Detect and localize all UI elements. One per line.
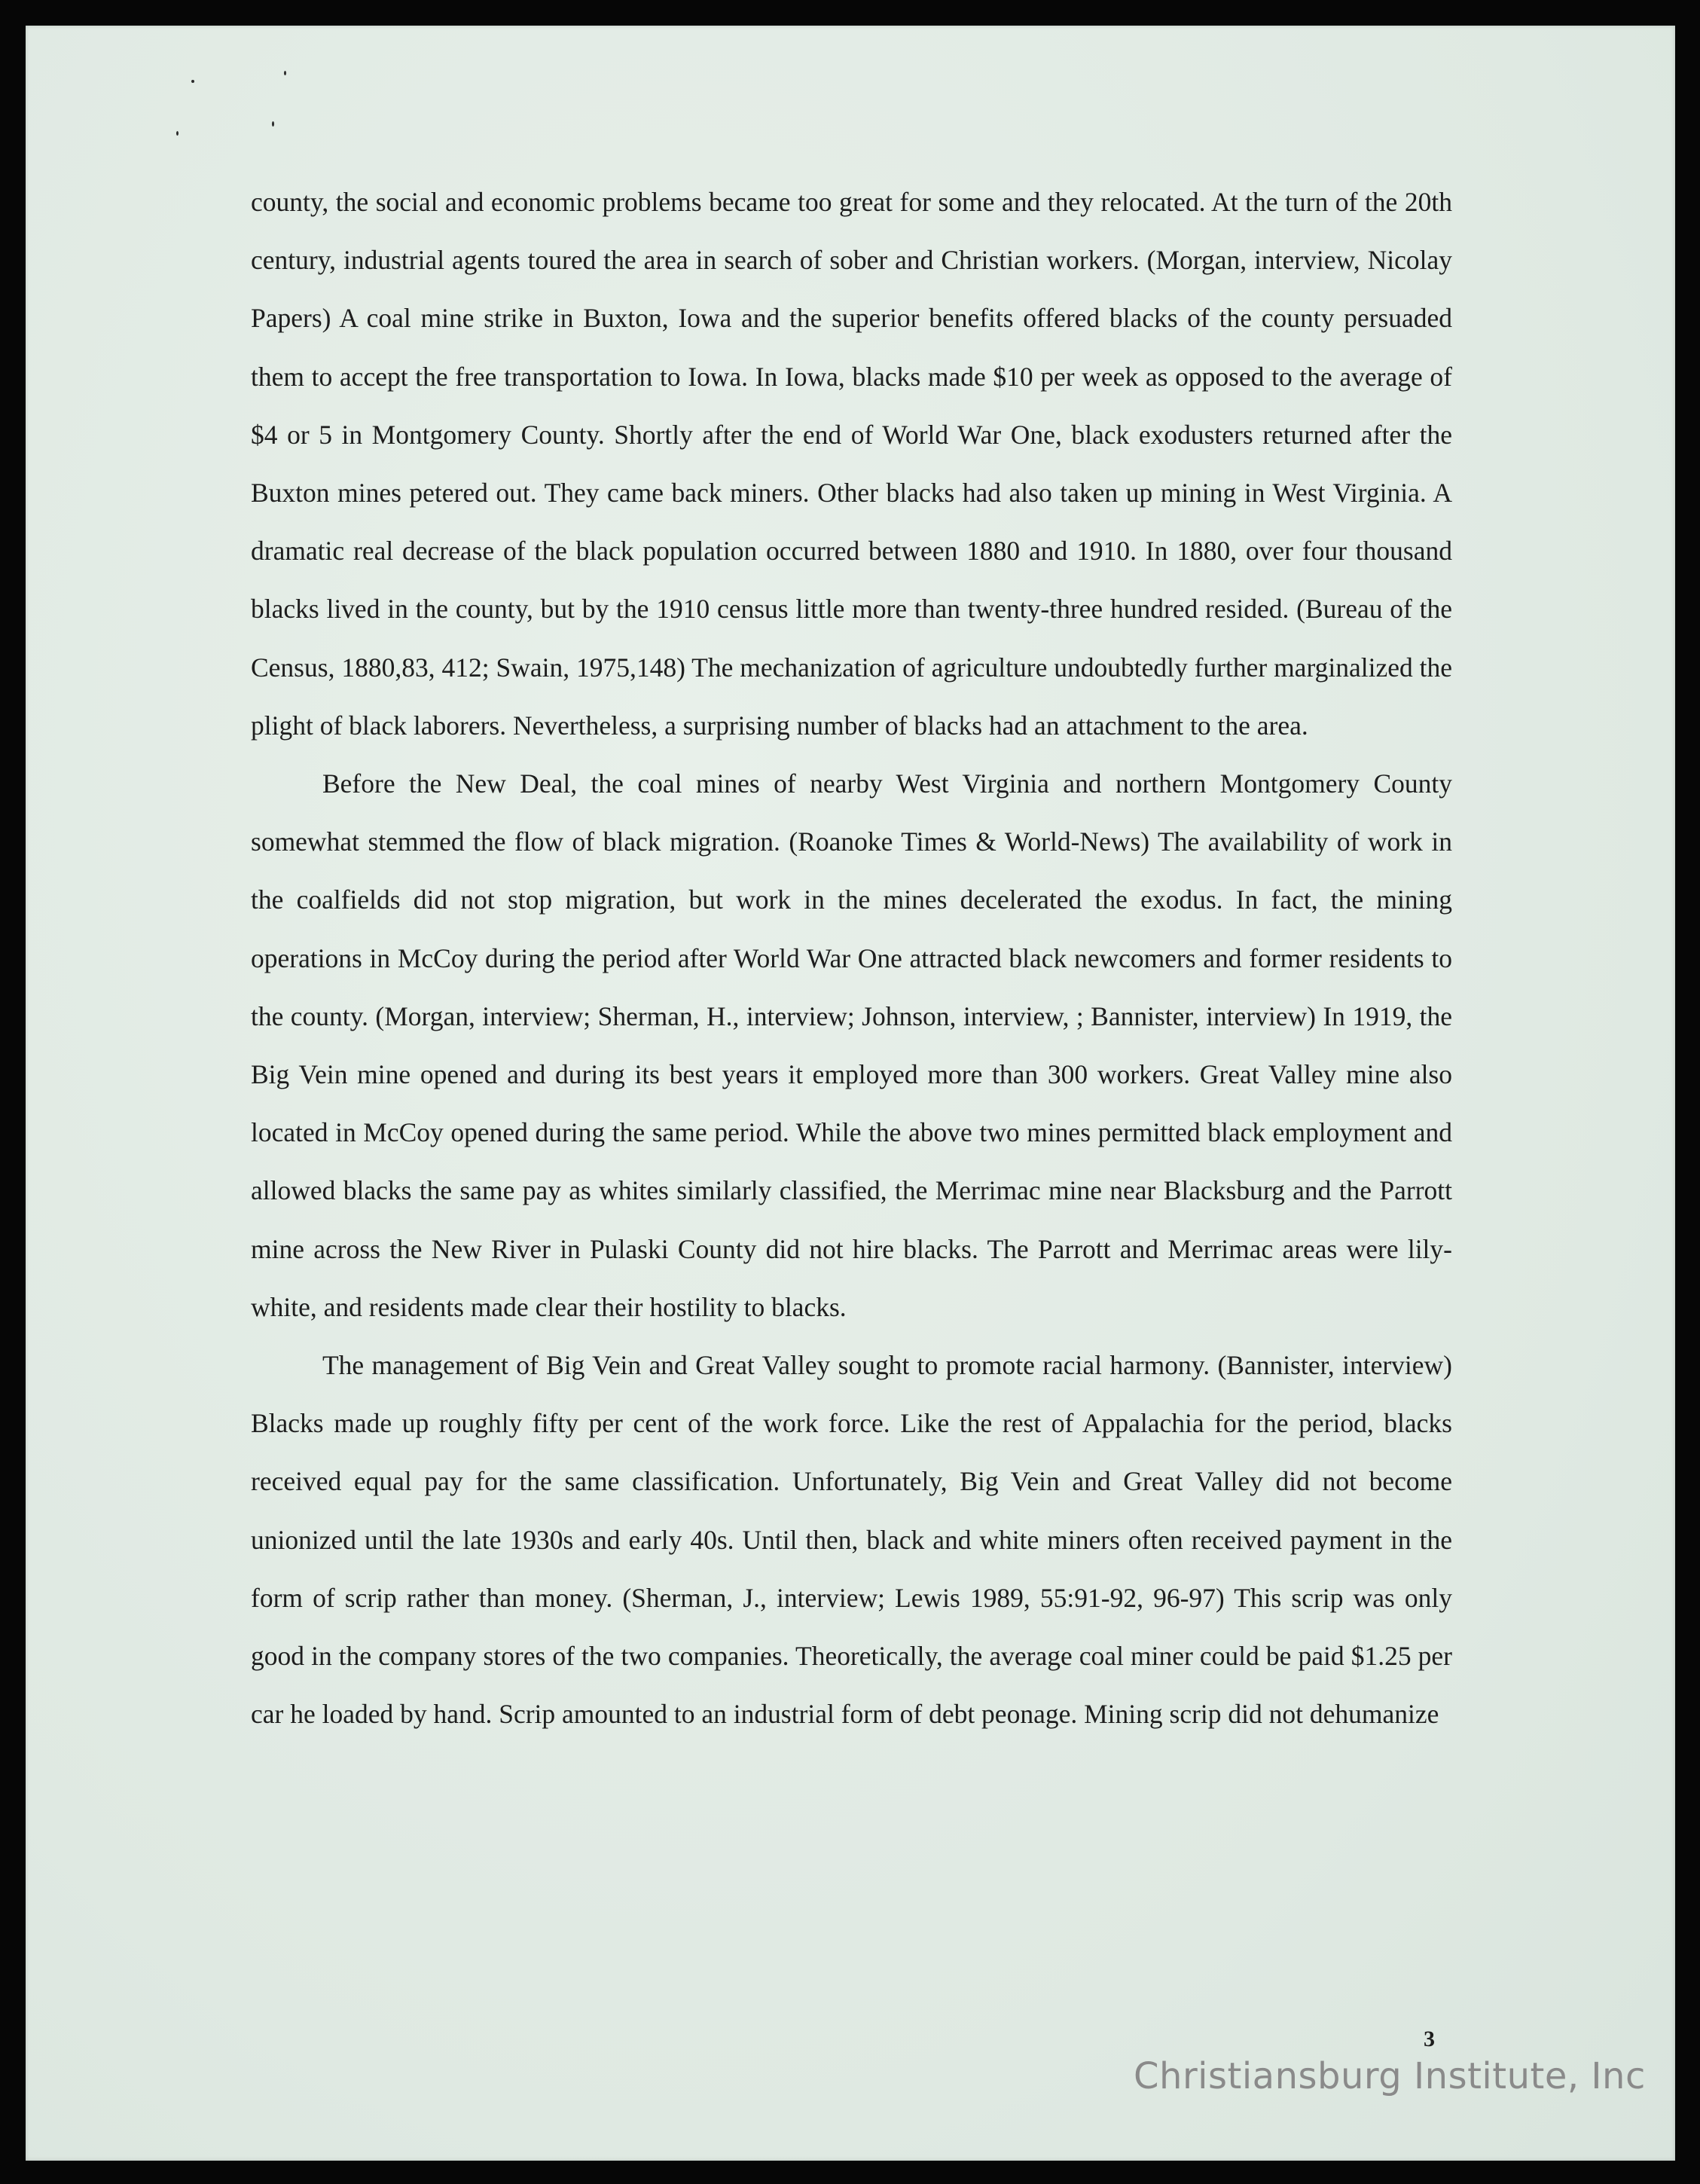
dust-speck bbox=[284, 71, 286, 75]
body-text bbox=[251, 173, 1452, 1743]
dust-speck bbox=[272, 121, 274, 127]
paragraph: Before the New Deal, the coal mines of nearby West Virginia and northern Montgomery County somewhat stemmed the flow of black migration. (Roanoke Times & World-News) The availability of work in the coalfields did not stop migration, but work in the mines decelerated the exodus. In fact, the mining operations in McCoy during the period after World War One attracted black newcomers and former residents to the county. (Morgan, interview; Sherman, H., interview; Johnson, interview, ; Bannister, interview) In 1919, the Big Vein mine opened and during its best years it employed more than 300 workers. Great Valley mine also located in McCoy opened during the same period. While the above two mines permitted black employment and allowed blacks the same pay as whites similarly classified, the Merrimac mine near Blacksburg and the Parrott mine across the New River in Pulaski County did not hire blacks. The Parrott and Merrimac areas were lily-white, and residents made clear their hostility to blacks. bbox=[251, 768, 1452, 1322]
paragraph: county, the social and economic problems became too great for some and they relocated. At the turn of the 20th century, industrial agents toured the area in search of sober and Christian workers. (Morgan, interview, Nicolay Papers) A coal mine strike in Buxton, Iowa and the superior benefits offered blacks of the county persuaded them to accept the free transportation to Iowa. In Iowa, blacks made $10 per week as opposed to the average of $4 or 5 in Montgomery County. Shortly after the end of World War One, black exodusters returned after the Buxton mines petered out. They came back miners. Other blacks had also taken up mining in West Virginia. A dramatic real decrease of the black population occurred between 1880 and 1910. In 1880, over four thousand blacks lived in the county, but by the 1910 census little more than twenty-three hundred resided. (Bureau of the Census, 1880,83, 412; Swain, 1975,148) The mechanization of agriculture undoubtedly further marginalized the plight of black laborers. Nevertheless, a surprising number of blacks had an attachment to the area. bbox=[251, 187, 1452, 741]
watermark: Christiansburg Institute, Inc bbox=[1134, 2055, 1646, 2097]
page-number: 3 bbox=[1424, 2027, 1435, 2051]
dust-speck bbox=[191, 80, 194, 83]
dust-speck bbox=[176, 131, 179, 136]
paragraph: The management of Big Vein and Great Valley sought to promote racial harmony. (Bannister, interview) Blacks made up roughly fifty per cent of the work force. Like the rest of Appalachia for the period, blacks received equal pay for the same classification. Unfortunately, Big Vein and Great Valley did not become unionized until the late 1930s and early 40s. Until then, black and white miners often received payment in the form of scrip rather than money. (Sherman, J., interview; Lewis 1989, 55:91-92, 96-97) This scrip was only good in the company stores of the two companies. Theoretically, the average coal miner could be paid $1.25 per car he loaded by hand. Scrip amounted to an industrial form of debt peonage. Mining scrip did not dehumanize bbox=[251, 1350, 1452, 1730]
